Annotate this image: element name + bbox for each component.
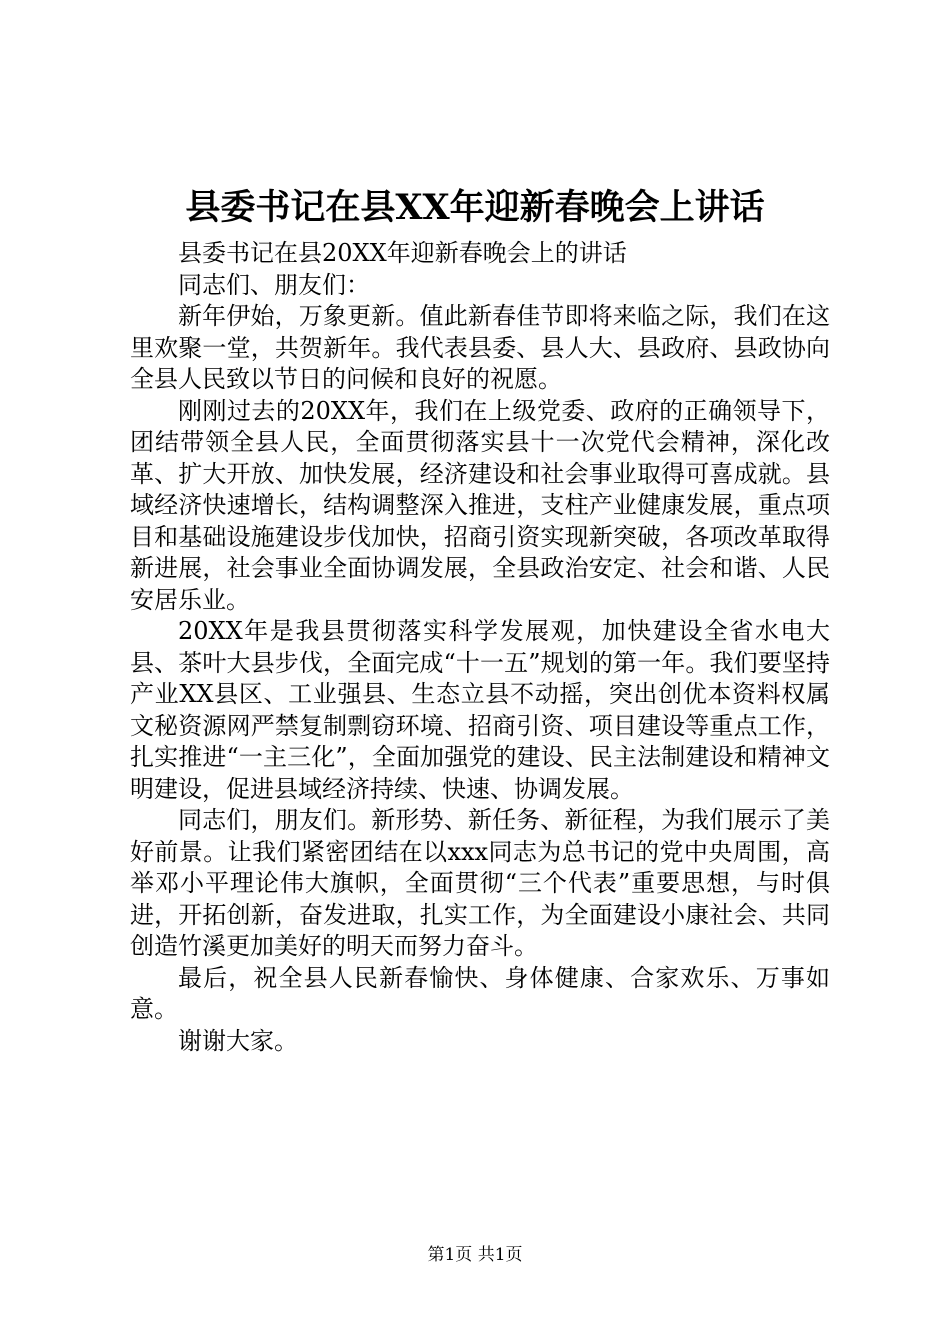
- body-paragraph: 20XX年是我县贯彻落实科学发展观，加快建设全省水电大县、茶叶大县步伐，全面完成“十一五”规划的第一年。我们要坚持产业XX县区、工业强县、生态立县不动摇，突出创优本资料权属文秘资源网严禁复制剽窃环境、招商引资、项目建设等重点工作，扎实推进“一主三化”，全面加强党的建设、民主法制建设和精神文明建设，促进县域经济持续、快速、协调发展。: [130, 617, 830, 803]
- thanks-paragraph: 谢谢大家。: [178, 1026, 298, 1055]
- closing-paragraph: 最后，祝全县人民新春愉快、身体健康、合家欢乐、万事如意。: [130, 963, 830, 1023]
- salutation-paragraph: 同志们、朋友们：: [178, 270, 370, 299]
- document-body: [130, 238, 830, 1057]
- body-paragraph: 同志们，朋友们。新形势、新任务、新征程，为我们展示了美好前景。让我们紧密团结在以xxx同志为总书记的党中央周围，高举邓小平理论伟大旗帜，全面贯彻“三个代表”重要思想，与时俱进，开拓创新，奋发进取，扎实工作，为全面建设小康社会、共同创造竹溪更加美好的明天而努力奋斗。: [130, 806, 830, 960]
- page-number-footer: 第1页 共1页: [427, 1245, 523, 1265]
- document-title: 县委书记在县XX年迎新春晚会上讲话: [185, 187, 765, 228]
- subtitle-paragraph: 县委书记在县20XX年迎新春晚会上的讲话: [178, 239, 627, 267]
- body-paragraph: 刚刚过去的20XX年，我们在上级党委、政府的正确领导下，团结带领全县人民，全面贯彻落实县十一次党代会精神，深化改革、扩大开放、加快发展，经济建设和社会事业取得可喜成就。县域经济快速增长，结构调整深入推进，支柱产业健康发展，重点项目和基础设施建设步伐加快，招商引资实现新突破，各项改革取得新进展，社会事业全面协调发展，全县政治安定、社会和谐、人民安居乐业。: [130, 396, 830, 614]
- body-paragraph: 新年伊始，万象更新。值此新春佳节即将来临之际，我们在这里欢聚一堂，共贺新年。我代表县委、县人大、县政府、县政协向全县人民致以节日的问候和良好的祝愿。: [130, 302, 830, 393]
